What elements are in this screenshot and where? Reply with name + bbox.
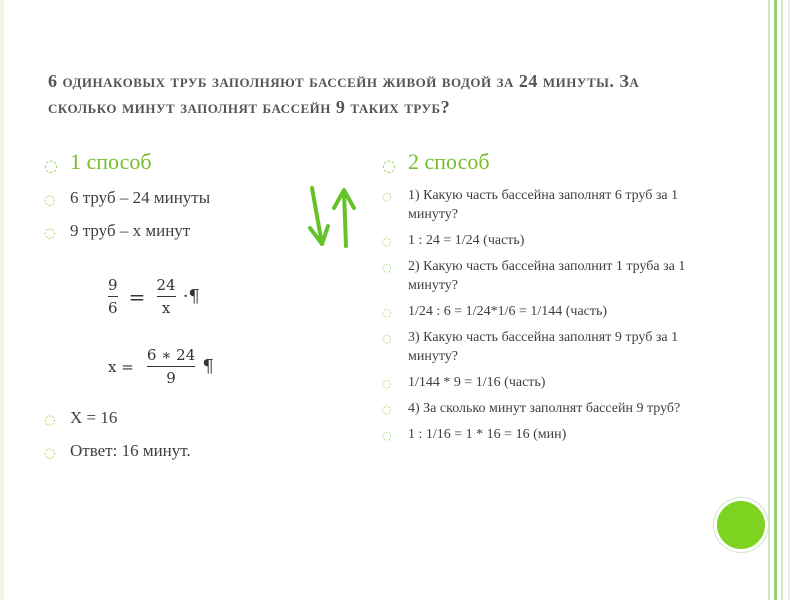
down-up-arrows-icon — [300, 184, 362, 250]
list-item-text: 6 труб – 24 минуты — [70, 188, 211, 207]
frame-stripe — [768, 0, 770, 600]
numerator: 24 — [156, 276, 176, 294]
bullet-icon: ◌ — [382, 332, 392, 345]
solution-formula — [108, 346, 214, 387]
list-item — [44, 407, 304, 429]
bullet-icon: ◌ — [382, 235, 392, 248]
fraction — [157, 276, 176, 317]
bullet-icon: ◌ — [382, 306, 392, 319]
method-1-column — [44, 148, 304, 242]
denominator: 9 — [166, 369, 176, 387]
numerator: 6 ∗ 24 — [146, 346, 196, 364]
list-item-text: 1 : 1/16 = 1 * 16 = 16 (мин) — [408, 427, 567, 442]
list-item-text: 1) Какую часть бассейна заполнят 6 труб за 1 минуту? — [408, 188, 679, 222]
list-item — [44, 220, 304, 242]
method-2-column — [382, 148, 702, 444]
bullet-icon: ◌ — [382, 261, 392, 274]
list-item — [382, 373, 702, 392]
equals-sign: = — [128, 284, 146, 309]
list-item-text: 4) За сколько минут заполнят бассейн 9 труб? — [408, 401, 681, 416]
fraction-bar — [108, 296, 118, 297]
decorative-circle — [714, 498, 768, 552]
slide-title: 6 одинаковых труб заполняют бассейн живой водой за 24 минуты. За сколько минут заполнят бассейн 9 таких труб? — [48, 71, 640, 117]
paragraph-mark: ¶ — [202, 356, 214, 377]
frame-stripe — [774, 0, 777, 600]
numerator: 9 — [108, 276, 118, 294]
list-item-text: 9 труб – х минут — [70, 221, 191, 240]
bullet-icon: ◌ — [382, 156, 396, 175]
list-item-text: 3) Какую часть бассейна заполнят 9 труб за 1 минуту? — [408, 330, 679, 364]
bullet-icon: ◌ — [44, 156, 58, 175]
list-item-text: Ответ: 16 минут. — [70, 441, 191, 460]
denominator: x — [161, 299, 171, 317]
method-2-heading-row — [382, 148, 702, 176]
bullet-icon: ◌ — [44, 413, 56, 428]
list-item-text: Х = 16 — [70, 408, 118, 427]
method-1-results — [44, 396, 304, 462]
bullet-icon: ◌ — [44, 446, 56, 461]
list-item — [382, 186, 702, 224]
list-item — [382, 257, 702, 295]
bullet-icon: ◌ — [44, 226, 56, 241]
list-item-text: 1/144 * 9 = 1/16 (часть) — [408, 375, 546, 390]
bullet-icon: ◌ — [382, 377, 392, 390]
frame-left-stripe — [0, 0, 4, 600]
method-1-heading: 1 способ — [70, 149, 152, 174]
proportion-formula — [108, 276, 200, 317]
bullet-icon: ◌ — [382, 190, 392, 203]
method-1-heading-row — [44, 148, 304, 176]
fraction-bar — [157, 296, 176, 297]
list-item — [382, 328, 702, 366]
list-item-text: 1/24 : 6 = 1/24*1/6 = 1/144 (часть) — [408, 304, 608, 319]
frame-stripe — [781, 0, 783, 600]
list-item — [382, 231, 702, 250]
denominator: 6 — [108, 299, 118, 317]
fraction — [147, 346, 195, 387]
formula-lhs: x = — [108, 357, 134, 376]
bullet-icon: ◌ — [382, 403, 392, 416]
list-item-text: 2) Какую часть бассейна заполнит 1 труба за 1 минуту? — [408, 259, 686, 293]
list-item — [44, 440, 304, 462]
list-item — [382, 302, 702, 321]
list-item — [382, 399, 702, 418]
bullet-icon: ◌ — [382, 429, 392, 442]
bullet-icon: ◌ — [44, 193, 56, 208]
fraction — [108, 276, 118, 317]
list-item-text: 1 : 24 = 1/24 (часть) — [408, 233, 525, 248]
list-item — [382, 425, 702, 444]
method-2-heading: 2 способ — [408, 149, 490, 174]
list-item — [44, 187, 304, 209]
frame-stripe — [788, 0, 790, 600]
fraction-bar — [147, 366, 195, 367]
paragraph-mark: ·¶ — [182, 286, 200, 307]
